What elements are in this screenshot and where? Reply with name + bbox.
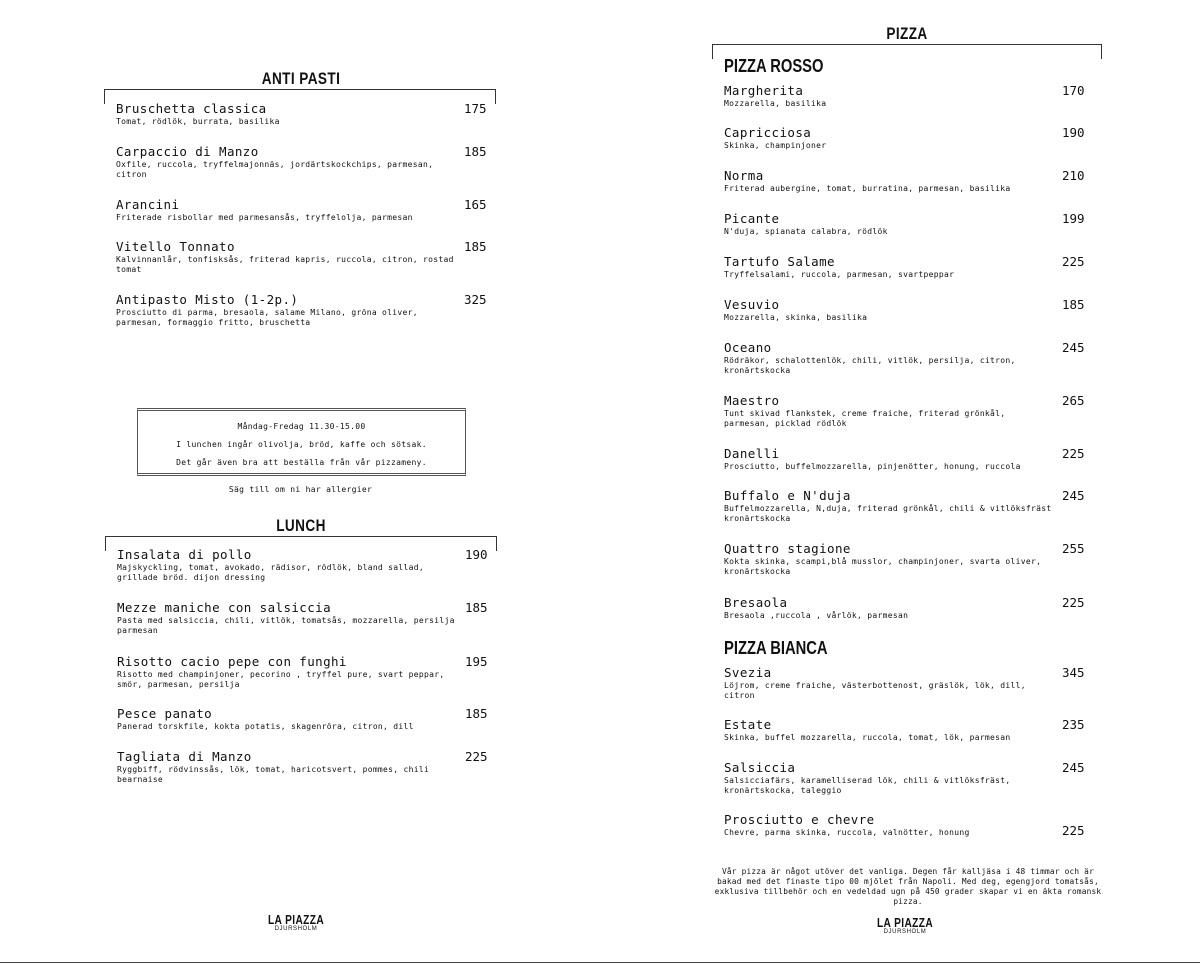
- item-description: Prosciutto di parma, bresaola, salame Milano, gröna oliver, parmesan, formaggio fritto, bruschetta: [116, 308, 418, 327]
- menu-item: [724, 84, 1086, 109]
- item-description: Kokta skinka, scampi,blå musslor, champinjoner, svarta oliver, kronärtskocka: [724, 557, 1042, 576]
- item-description: Prosciutto, buffelmozzarella, pinjenötter, honung, ruccola: [724, 462, 1021, 471]
- menu-item: [724, 298, 1086, 323]
- antipasti-heading: ANTI PASTI: [261, 69, 341, 88]
- item-description: Kalvinnanlår, tonfisksås, friterad kapris, ruccola, citron, rostad tomat: [116, 255, 454, 274]
- item-price: 185: [1062, 297, 1085, 312]
- item-name: Norma: [724, 168, 764, 183]
- lunch-hours: Måndag-Fredag 11.30-15.00: [237, 422, 366, 431]
- menu-item: [116, 293, 488, 328]
- item-price: 190: [465, 547, 488, 562]
- menu-item: [724, 489, 1086, 524]
- item-price: 185: [464, 239, 487, 254]
- menu-item: [116, 145, 488, 180]
- item-description: Chevre, parma skinka, ruccola, valnötter, honung: [724, 828, 970, 837]
- menu-item: [117, 548, 489, 583]
- item-description: Tunt skivad flankstek, creme fraiche, friterad grönkål, parmesan, picklad rödlök: [724, 409, 1006, 428]
- item-price: 190: [1062, 125, 1085, 140]
- item-description: Friterad aubergine, tomat, burratina, parmesan, basilika: [724, 184, 1011, 193]
- item-price: 185: [465, 600, 488, 615]
- item-name: Bruschetta classica: [116, 101, 267, 116]
- item-price: 225: [465, 749, 488, 764]
- menu-item: [117, 655, 489, 690]
- item-description: Skinka, champinjoner: [724, 141, 827, 150]
- menu-item: [724, 666, 1086, 701]
- item-description: N'duja, spianata calabra, rödlök: [724, 227, 888, 236]
- item-price: 210: [1062, 168, 1085, 183]
- item-name: Mezze maniche con salsiccia: [117, 600, 331, 615]
- item-price: 199: [1062, 211, 1085, 226]
- menu-item: [724, 447, 1086, 472]
- lunch-info-box: [137, 408, 466, 476]
- menu-item: [117, 750, 489, 785]
- item-price: 325: [464, 292, 487, 307]
- menu-item: [724, 126, 1086, 151]
- item-price: 185: [465, 706, 488, 721]
- menu-item: [724, 813, 1086, 838]
- menu-item: [724, 341, 1086, 376]
- item-description: Friterade risbollar med parmesansås, tryffelolja, parmesan: [116, 213, 413, 222]
- item-description: Buffelmozzarella, N,duja, friterad grönkål, chili & vitlöksfräst kronärtskocka: [724, 504, 1052, 523]
- item-description: Majskyckling, tomat, avokado, rädisor, rödlök, bland sallad, grillade bröd. dijon dressing: [117, 563, 424, 582]
- item-price: 170: [1062, 83, 1085, 98]
- item-price: 245: [1062, 340, 1085, 355]
- item-price: 255: [1062, 541, 1085, 556]
- item-description: Ryggbiff, rödvinssås, lök, tomat, haricotsvert, pommes, chili bearnaise: [117, 765, 430, 784]
- page-bottom-rule: [0, 962, 1200, 963]
- item-price: 225: [1062, 595, 1085, 610]
- logo-name: LA PIAZZA: [267, 912, 325, 927]
- pizza-bianca-heading: PIZZA BIANCA: [724, 638, 828, 658]
- item-name: Antipasto Misto (1-2p.): [116, 292, 299, 307]
- item-description: Rödräkor, schalottenlök, chili, vitlök, persilja, citron, kronärtskocka: [724, 356, 1016, 375]
- item-name: Vitello Tonnato: [116, 239, 235, 254]
- item-description: Oxfile, ruccola, tryffelmajonnäs, jordärtskockchips, parmesan, citron: [116, 160, 434, 179]
- item-name: Prosciutto e chevre: [724, 812, 875, 827]
- pizza-dough-note: Vår pizza är något utöver det vanliga. Degen får kalljäsa i 48 timmar och är bakad med det finaste tipo 00 mjölet från Napoli. Med deg, egengjord tomatsås, exklusiva tillbehör och en vedeldad ugn på 450 grader skapar vi en äkta romansk pizza.: [714, 867, 1102, 906]
- item-description: Tomat, rödlök, burrata, basilika: [116, 117, 280, 126]
- menu-item: [724, 596, 1086, 621]
- item-description: Mozzarella, skinka, basilika: [724, 313, 868, 322]
- pizza-heading: PIZZA: [886, 24, 928, 43]
- item-description: Tryffelsalami, ruccola, parmesan, svartpeppar: [724, 270, 955, 279]
- item-name: Svezia: [724, 665, 772, 680]
- item-description: Pasta med salsiccia, chili, vitlök, tomatsås, mozzarella, persilja parmesan: [117, 616, 455, 635]
- item-description: Löjrom, creme fraiche, västerbottenost, gräslök, lök, dill, citron: [724, 681, 1026, 700]
- menu-item: [724, 718, 1086, 743]
- item-description: Salsicciafärs, karamelliserad lök, chili & vitlöksfräst, kronärtskocka, taleggio: [724, 776, 1011, 795]
- logo-name: LA PIAZZA: [876, 915, 934, 930]
- item-price: 245: [1062, 488, 1085, 503]
- item-name: Insalata di pollo: [117, 547, 252, 562]
- item-name: Bresaola: [724, 595, 788, 610]
- logo: [855, 915, 955, 935]
- item-name: Oceano: [724, 340, 772, 355]
- menu-item: [724, 212, 1086, 237]
- allergy-note: Säg till om ni har allergier: [228, 485, 373, 494]
- item-description: Panerad torskfile, kokta potatis, skagenröra, citron, dill: [117, 722, 414, 731]
- item-price: 175: [464, 101, 487, 116]
- menu-item: [724, 169, 1086, 194]
- item-description: Skinka, buffel mozzarella, ruccola, tomat, lök, parmesan: [724, 733, 1011, 742]
- menu-item: [116, 102, 488, 127]
- item-name: Arancini: [116, 197, 180, 212]
- menu-item: [116, 240, 488, 275]
- item-price: 195: [465, 654, 488, 669]
- menu-item: [117, 601, 489, 636]
- logo: [246, 912, 346, 932]
- item-name: Risotto cacio pepe con funghi: [117, 654, 347, 669]
- item-price: 245: [1062, 760, 1085, 775]
- item-price: 345: [1062, 665, 1085, 680]
- item-name: Capricciosa: [724, 125, 812, 140]
- item-description: Bresaola ,ruccola , vårlök, parmesan: [724, 611, 909, 620]
- item-name: Tagliata di Manzo: [117, 749, 252, 764]
- item-name: Estate: [724, 717, 772, 732]
- menu-item: [117, 707, 489, 732]
- item-price: 235: [1062, 717, 1085, 732]
- menu-item: [116, 198, 488, 223]
- item-name: Picante: [724, 211, 780, 226]
- item-price: 225: [1062, 254, 1085, 269]
- menu-item: [724, 394, 1086, 429]
- item-price: 165: [464, 197, 487, 212]
- item-name: Margherita: [724, 83, 804, 98]
- item-name: Maestro: [724, 393, 780, 408]
- item-price: 185: [464, 144, 487, 159]
- lunch-included: I lunchen ingår olivolja, bröd, kaffe och sötsak.: [176, 440, 427, 449]
- item-name: Salsiccia: [724, 760, 796, 775]
- item-description: Mozzarella, basilika: [724, 99, 827, 108]
- logo-place: DJURSHOLM: [883, 929, 927, 935]
- item-name: Buffalo e N'duja: [724, 488, 851, 503]
- item-name: Carpaccio di Manzo: [116, 144, 259, 159]
- item-price: 225: [1062, 823, 1085, 838]
- item-name: Pesce panato: [117, 706, 213, 721]
- item-description: Risotto med champinjoner, pecorino , tryffel pure, svart peppar, smör, parmesan, persilja: [117, 670, 445, 689]
- menu-item: [724, 761, 1086, 796]
- item-price: 225: [1062, 446, 1085, 461]
- item-name: Quattro stagione: [724, 541, 851, 556]
- lunch-pizza-note: Det går även bra att beställa från vår pizzameny.: [176, 458, 427, 467]
- lunch-heading: LUNCH: [276, 516, 326, 535]
- item-name: Danelli: [724, 446, 780, 461]
- item-name: Tartufo Salame: [724, 254, 835, 269]
- logo-place: DJURSHOLM: [274, 926, 318, 932]
- item-price: 265: [1062, 393, 1085, 408]
- pizza-rosso-heading: PIZZA ROSSO: [724, 56, 824, 76]
- menu-item: [724, 542, 1086, 577]
- menu-item: [724, 255, 1086, 280]
- item-name: Vesuvio: [724, 297, 780, 312]
